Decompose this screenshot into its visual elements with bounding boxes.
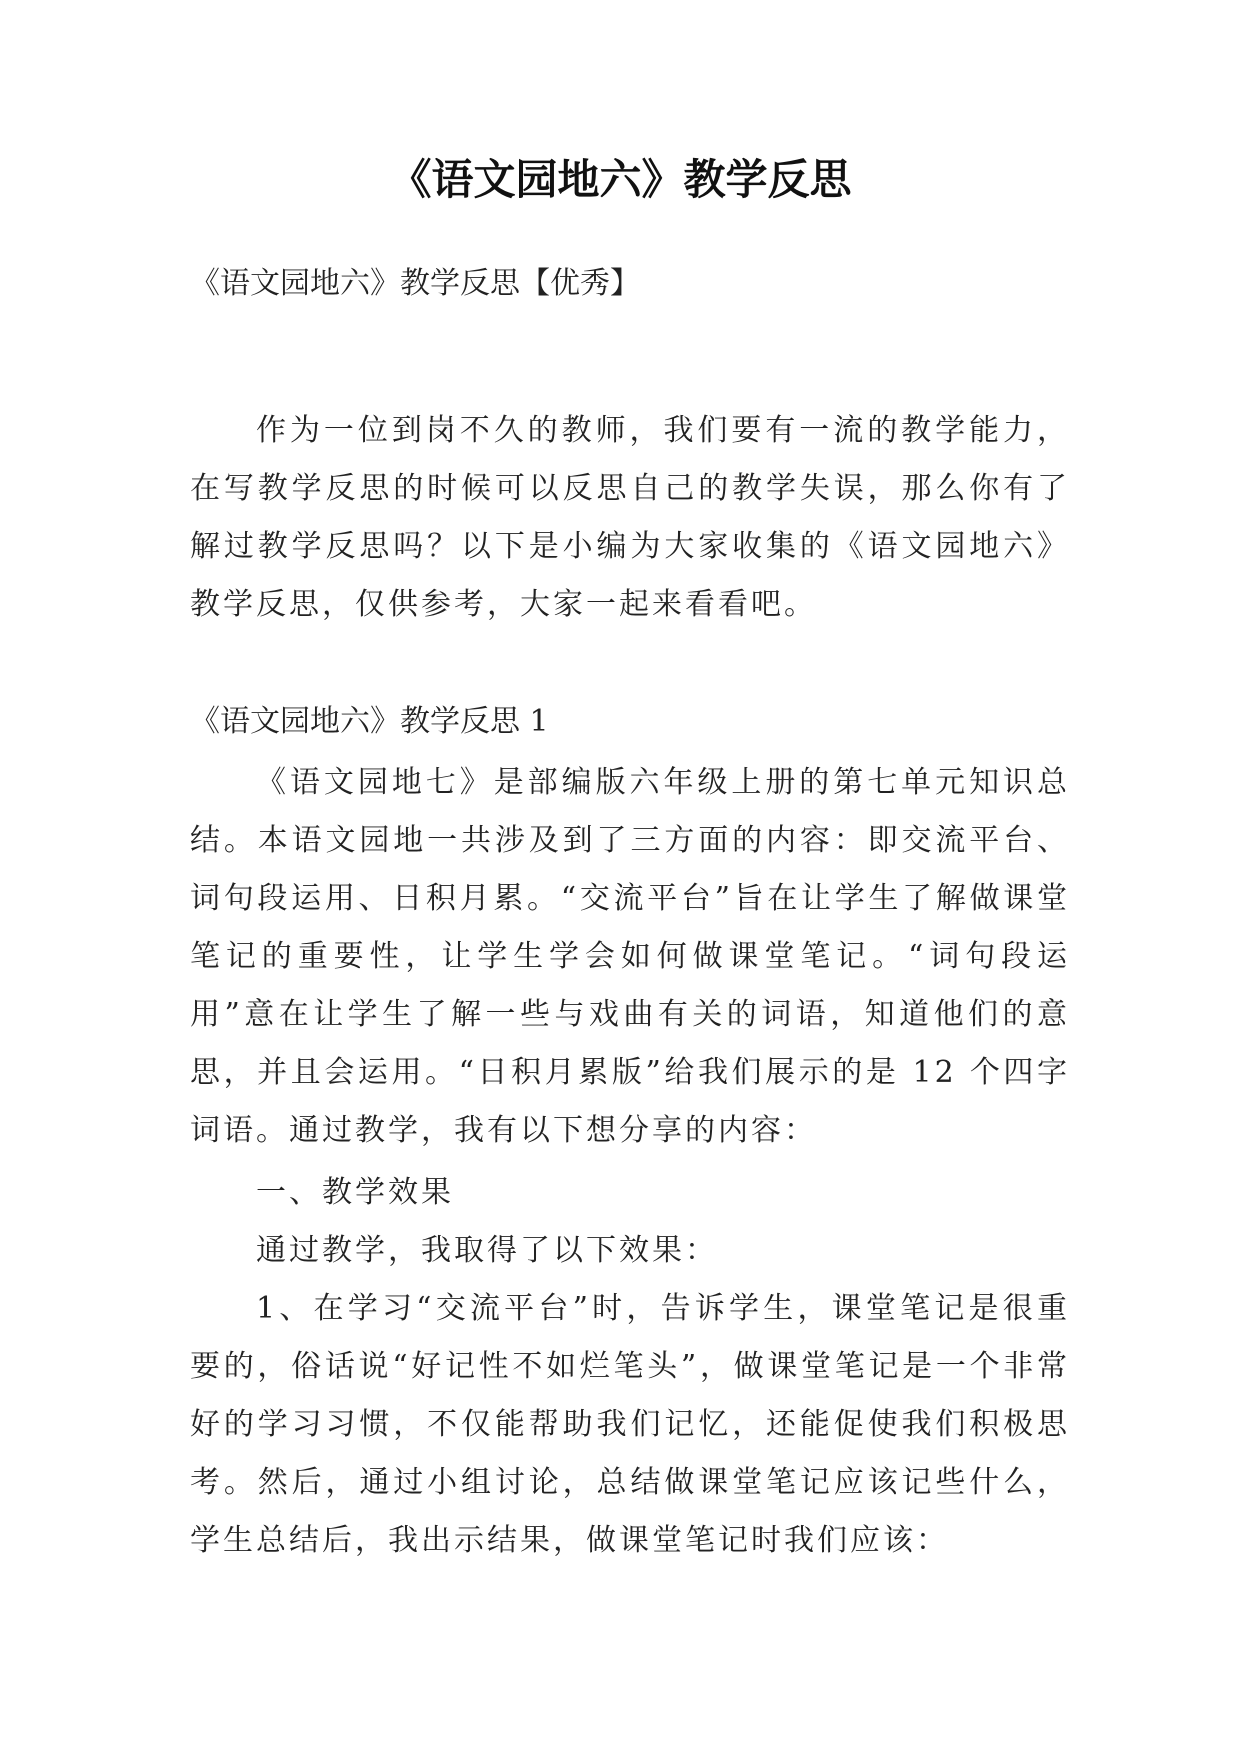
- intro-paragraph: 作为一位到岗不久的教师，我们要有一流的教学能力，在写教学反思的时候可以反思自己的教学失误，那么你有了解过教学反思吗？以下是小编为大家收集的《语文园地六》教学反思，仅供参考，大家一起来看看吧。: [190, 413, 1070, 622]
- teaching-effect-heading: 一、教学效果: [256, 1175, 454, 1210]
- body-paragraph: 《语文园地七》是部编版六年级上册的第七单元知识总结。本语文园地一共涉及到了三方面的内容：即交流平台、词句段运用、日积月累。“交流平台”旨在让学生了解做课堂笔记的重要性，让学生学会如何做课堂笔记。“词句段运用”意在让学生了解一些与戏曲有关的词语，知道他们的意思，并且会运用。“日积月累版”给我们展示的是 12 个四字词语。通过教学，我有以下想分享的内容：: [190, 765, 1070, 1148]
- effect-intro-paragraph: 通过教学，我取得了以下效果：: [256, 1233, 718, 1268]
- document-subtitle: 《语文园地六》教学反思【优秀】: [190, 266, 640, 301]
- section-heading: 《语文园地六》教学反思 1: [190, 704, 549, 739]
- document-title: 《语文园地六》教学反思: [389, 155, 852, 204]
- point-1-paragraph: 1、在学习“交流平台”时，告诉学生，课堂笔记是很重要的，俗话说“好记性不如烂笔头”，做课堂笔记是一个非常好的学习习惯，不仅能帮助我们记忆，还能促使我们积极思考。然后，通过小组讨论，总结做课堂笔记应该记些什么，学生总结后，我出示结果，做课堂笔记时我们应该：: [190, 1291, 1070, 1558]
